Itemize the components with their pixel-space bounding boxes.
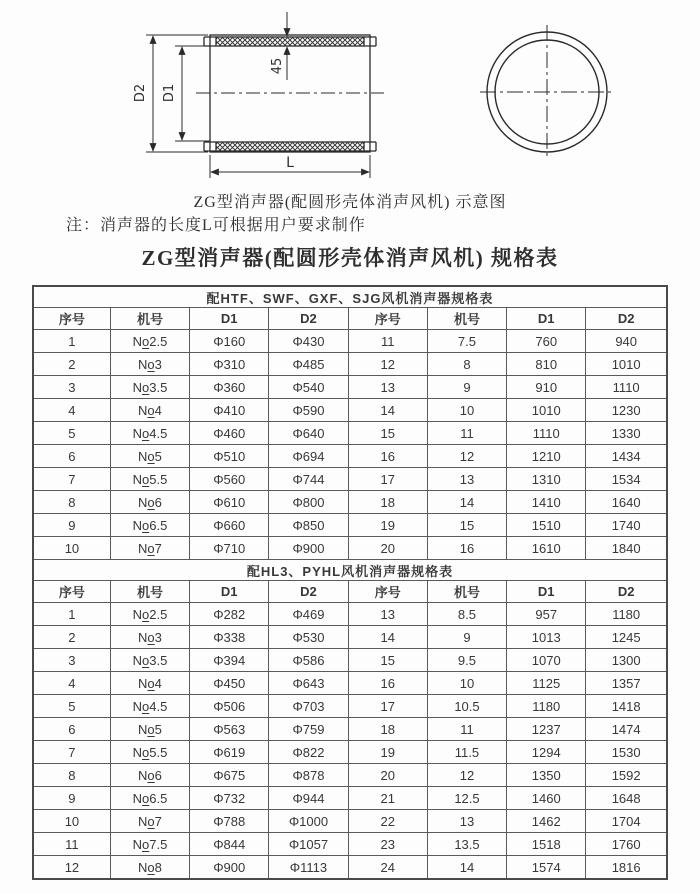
- spec-cell: 1010: [586, 353, 667, 376]
- table-row: [33, 422, 667, 445]
- no-underline: o: [147, 494, 155, 510]
- spec-cell: 10: [427, 672, 506, 695]
- no-underline: o: [142, 698, 150, 714]
- spec-cell: No7: [110, 810, 189, 833]
- spec-cell: 7: [33, 741, 110, 764]
- no-underline: o: [147, 540, 155, 556]
- spec-cell: 14: [427, 856, 506, 880]
- spec-cell: 1530: [586, 741, 667, 764]
- spec-cell: No6.5: [110, 514, 189, 537]
- spec-cell: No6: [110, 764, 189, 787]
- spec-cell: Φ944: [269, 787, 348, 810]
- spec-cell: Φ710: [190, 537, 269, 560]
- table-row: [33, 833, 667, 856]
- spec-cell: Φ360: [190, 376, 269, 399]
- spec-cell: 1518: [507, 833, 586, 856]
- spec-cell: 9: [427, 376, 506, 399]
- spec-cell: Φ282: [190, 603, 269, 626]
- spec-cell: 10: [33, 810, 110, 833]
- spec-cell: 6: [33, 445, 110, 468]
- no-underline: o: [142, 790, 150, 806]
- spec-cell: 1300: [586, 649, 667, 672]
- spec-cell: 16: [348, 672, 427, 695]
- spec-cell: 940: [586, 330, 667, 353]
- spec-table: [32, 285, 668, 880]
- no-underline: o: [147, 813, 155, 829]
- lining-top: [216, 37, 364, 46]
- spec-cell: Φ675: [190, 764, 269, 787]
- column-header: D1: [190, 581, 269, 603]
- length-label: L: [286, 155, 294, 171]
- spec-cell: 9.5: [427, 649, 506, 672]
- spec-cell: 22: [348, 810, 427, 833]
- spec-cell: 1640: [586, 491, 667, 514]
- spec-cell: 1410: [507, 491, 586, 514]
- column-header: 序号: [348, 308, 427, 330]
- spec-cell: 20: [348, 764, 427, 787]
- spec-cell: Φ759: [269, 718, 348, 741]
- no-underline: o: [147, 448, 155, 464]
- spec-cell: 12: [427, 445, 506, 468]
- spec-cell: 17: [348, 695, 427, 718]
- spec-cell: 5: [33, 695, 110, 718]
- spec-cell: 1237: [507, 718, 586, 741]
- column-header: 序号: [33, 308, 110, 330]
- spec-cell: Φ586: [269, 649, 348, 672]
- spec-cell: Φ560: [190, 468, 269, 491]
- spec-cell: 1330: [586, 422, 667, 445]
- table-row: [33, 514, 667, 537]
- spec-cell: 1125: [507, 672, 586, 695]
- spec-cell: Φ530: [269, 626, 348, 649]
- no-underline: o: [147, 356, 155, 372]
- spec-cell: No6: [110, 491, 189, 514]
- spec-cell: 10: [33, 537, 110, 560]
- table-row: [33, 353, 667, 376]
- spec-cell: 1013: [507, 626, 586, 649]
- spec-cell: 23: [348, 833, 427, 856]
- spec-cell: No7.5: [110, 833, 189, 856]
- spec-cell: 13.5: [427, 833, 506, 856]
- spec-cell: Φ732: [190, 787, 269, 810]
- spec-cell: Φ506: [190, 695, 269, 718]
- spec-cell: 24: [348, 856, 427, 880]
- spec-cell: No5.5: [110, 468, 189, 491]
- no-underline: o: [147, 859, 155, 875]
- spec-cell: Φ430: [269, 330, 348, 353]
- spec-cell: 16: [427, 537, 506, 560]
- spec-cell: 13: [427, 810, 506, 833]
- spec-cell: 1357: [586, 672, 667, 695]
- spec-cell: 8: [427, 353, 506, 376]
- no-underline: o: [147, 629, 155, 645]
- spec-cell: No4.5: [110, 422, 189, 445]
- spec-cell: 4: [33, 672, 110, 695]
- spec-cell: Φ485: [269, 353, 348, 376]
- spec-cell: 17: [348, 468, 427, 491]
- table-row: [33, 741, 667, 764]
- spec-cell: 21: [348, 787, 427, 810]
- spec-cell: 1294: [507, 741, 586, 764]
- spec-cell: 1180: [586, 603, 667, 626]
- spec-cell: Φ510: [190, 445, 269, 468]
- no-underline: o: [147, 767, 155, 783]
- d2-label: D2: [133, 83, 148, 103]
- column-header: 序号: [33, 581, 110, 603]
- spec-cell: 15: [348, 649, 427, 672]
- no-underline: o: [142, 606, 150, 622]
- spec-cell: Φ788: [190, 810, 269, 833]
- column-header: 机号: [427, 308, 506, 330]
- spec-cell: 11: [427, 718, 506, 741]
- no-underline: o: [142, 836, 150, 852]
- spec-cell: 3: [33, 376, 110, 399]
- spec-cell: 1: [33, 330, 110, 353]
- spec-cell: 1230: [586, 399, 667, 422]
- spec-cell: Φ694: [269, 445, 348, 468]
- spec-cell: 19: [348, 514, 427, 537]
- spec-cell: 8: [33, 491, 110, 514]
- muffler-diagram-svg: [0, 0, 700, 190]
- spec-cell: 1510: [507, 514, 586, 537]
- spec-cell: 11.5: [427, 741, 506, 764]
- table-row: [33, 718, 667, 741]
- spec-cell: 1740: [586, 514, 667, 537]
- spec-cell: 8: [33, 764, 110, 787]
- spec-cell: No4: [110, 399, 189, 422]
- spec-cell: 14: [348, 626, 427, 649]
- spec-cell: 1418: [586, 695, 667, 718]
- spec-cell: Φ822: [269, 741, 348, 764]
- spec-cell: 910: [507, 376, 586, 399]
- spec-cell: No5.5: [110, 741, 189, 764]
- spec-cell: 1534: [586, 468, 667, 491]
- no-underline: o: [142, 471, 150, 487]
- table-row: [33, 856, 667, 880]
- spec-cell: Φ469: [269, 603, 348, 626]
- spec-cell: Φ450: [190, 672, 269, 695]
- table-row: [33, 330, 667, 353]
- table-subtitle-row: [33, 286, 667, 308]
- spec-cell: 11: [33, 833, 110, 856]
- spec-cell: 1110: [586, 376, 667, 399]
- diagram-caption: ZG型消声器(配圆形壳体消声风机) 示意图: [193, 194, 507, 211]
- spec-cell: Φ1000: [269, 810, 348, 833]
- no-underline: o: [147, 675, 155, 691]
- spec-cell: Φ394: [190, 649, 269, 672]
- spec-cell: 1610: [507, 537, 586, 560]
- lining-thickness-label: 45: [270, 57, 285, 75]
- table-subtitle: 配HL3、PYHL风机消声器规格表: [33, 560, 667, 581]
- spec-cell: 1310: [507, 468, 586, 491]
- spec-cell: 1070: [507, 649, 586, 672]
- column-header: 机号: [427, 581, 506, 603]
- d1-label: D1: [162, 83, 177, 103]
- spec-cell: Φ590: [269, 399, 348, 422]
- spec-cell: 20: [348, 537, 427, 560]
- spec-cell: Φ800: [269, 491, 348, 514]
- spec-cell: Φ563: [190, 718, 269, 741]
- spec-cell: 1840: [586, 537, 667, 560]
- spec-cell: 12: [427, 764, 506, 787]
- spec-cell: 13: [427, 468, 506, 491]
- spec-cell: No2.5: [110, 330, 189, 353]
- table-row: [33, 764, 667, 787]
- spec-cell: 9: [33, 514, 110, 537]
- spec-cell: No3.5: [110, 376, 189, 399]
- spec-cell: No4: [110, 672, 189, 695]
- spec-cell: 9: [33, 787, 110, 810]
- spec-cell: 1434: [586, 445, 667, 468]
- spec-cell: Φ619: [190, 741, 269, 764]
- spec-cell: Φ660: [190, 514, 269, 537]
- table-row: [33, 445, 667, 468]
- spec-cell: 10.5: [427, 695, 506, 718]
- spec-cell: 1110: [507, 422, 586, 445]
- column-header: 序号: [348, 581, 427, 603]
- spec-cell: 1180: [507, 695, 586, 718]
- table-row: [33, 787, 667, 810]
- table-row: [33, 399, 667, 422]
- spec-cell: 7.5: [427, 330, 506, 353]
- spec-cell: 1592: [586, 764, 667, 787]
- spec-cell: 18: [348, 491, 427, 514]
- column-header: 机号: [110, 308, 189, 330]
- spec-cell: No2.5: [110, 603, 189, 626]
- table-row: [33, 537, 667, 560]
- table-row: [33, 491, 667, 514]
- no-underline: o: [142, 379, 150, 395]
- column-header: D2: [269, 308, 348, 330]
- spec-cell: 1462: [507, 810, 586, 833]
- spec-cell: 8.5: [427, 603, 506, 626]
- spec-cell: 19: [348, 741, 427, 764]
- spec-cell: 6: [33, 718, 110, 741]
- table-row: [33, 672, 667, 695]
- spec-cell: 1460: [507, 787, 586, 810]
- muffler-diagram: [0, 0, 700, 190]
- column-header: D2: [269, 581, 348, 603]
- spec-cell: 760: [507, 330, 586, 353]
- spec-cell: 1210: [507, 445, 586, 468]
- page-title: ZG型消声器(配圆形壳体消声风机) 规格表: [141, 246, 559, 270]
- spec-cell: 810: [507, 353, 586, 376]
- spec-cell: 1574: [507, 856, 586, 880]
- spec-cell: 1760: [586, 833, 667, 856]
- spec-cell: 1010: [507, 399, 586, 422]
- spec-cell: No8: [110, 856, 189, 880]
- lining-bottom: [216, 142, 364, 151]
- spec-cell: 13: [348, 603, 427, 626]
- spec-cell: 9: [427, 626, 506, 649]
- spec-cell: 12: [348, 353, 427, 376]
- spec-cell: Φ540: [269, 376, 348, 399]
- front-view: [480, 25, 614, 159]
- spec-cell: No7: [110, 537, 189, 560]
- spec-cell: 1474: [586, 718, 667, 741]
- spec-cell: 2: [33, 626, 110, 649]
- no-underline: o: [142, 517, 150, 533]
- table-row: [33, 376, 667, 399]
- spec-cell: 957: [507, 603, 586, 626]
- spec-cell: 10: [427, 399, 506, 422]
- spec-cell: 7: [33, 468, 110, 491]
- column-header: D2: [586, 308, 667, 330]
- spec-cell: 1350: [507, 764, 586, 787]
- spec-cell: 3: [33, 649, 110, 672]
- table-row: [33, 468, 667, 491]
- spec-cell: No6.5: [110, 787, 189, 810]
- spec-cell: No3: [110, 626, 189, 649]
- spec-cell: Φ900: [190, 856, 269, 880]
- spec-cell: 1816: [586, 856, 667, 880]
- spec-cell: 5: [33, 422, 110, 445]
- table-header-row: [33, 308, 667, 330]
- column-header: D2: [586, 581, 667, 603]
- column-header: 机号: [110, 581, 189, 603]
- spec-cell: 12: [33, 856, 110, 880]
- spec-cell: No5: [110, 445, 189, 468]
- spec-cell: 15: [427, 514, 506, 537]
- no-underline: o: [142, 652, 150, 668]
- spec-cell: No3.5: [110, 649, 189, 672]
- no-underline: o: [142, 333, 150, 349]
- spec-cell: Φ1113: [269, 856, 348, 880]
- spec-cell: Φ744: [269, 468, 348, 491]
- spec-cell: 1: [33, 603, 110, 626]
- spec-cell: 13: [348, 376, 427, 399]
- spec-cell: 11: [427, 422, 506, 445]
- spec-cell: No5: [110, 718, 189, 741]
- column-header: D1: [507, 581, 586, 603]
- table-row: [33, 649, 667, 672]
- table-row: [33, 695, 667, 718]
- spec-cell: Φ1057: [269, 833, 348, 856]
- spec-cell: 14: [348, 399, 427, 422]
- spec-cell: 14: [427, 491, 506, 514]
- spec-cell: 1704: [586, 810, 667, 833]
- spec-cell: 4: [33, 399, 110, 422]
- spec-cell: Φ610: [190, 491, 269, 514]
- spec-cell: 2: [33, 353, 110, 376]
- spec-cell: Φ160: [190, 330, 269, 353]
- spec-cell: 12.5: [427, 787, 506, 810]
- no-underline: o: [142, 744, 150, 760]
- spec-cell: Φ850: [269, 514, 348, 537]
- spec-cell: No4.5: [110, 695, 189, 718]
- spec-cell: Φ410: [190, 399, 269, 422]
- spec-cell: 1648: [586, 787, 667, 810]
- spec-cell: Φ640: [269, 422, 348, 445]
- no-underline: o: [147, 721, 155, 737]
- spec-cell: Φ703: [269, 695, 348, 718]
- front-centerlines: [480, 25, 614, 159]
- table-header-row: [33, 581, 667, 603]
- spec-cell: 1245: [586, 626, 667, 649]
- spec-cell: 11: [348, 330, 427, 353]
- spec-cell: Φ460: [190, 422, 269, 445]
- table-row: [33, 603, 667, 626]
- spec-cell: Φ878: [269, 764, 348, 787]
- spec-cell: Φ338: [190, 626, 269, 649]
- spec-cell: Φ643: [269, 672, 348, 695]
- column-header: D1: [507, 308, 586, 330]
- no-underline: o: [147, 402, 155, 418]
- side-view: [196, 35, 384, 152]
- table-subtitle: 配HTF、SWF、GXF、SJG风机消声器规格表: [33, 286, 667, 308]
- spec-cell: Φ310: [190, 353, 269, 376]
- table-row: [33, 626, 667, 649]
- table-subtitle-row: [33, 560, 667, 581]
- column-header: D1: [190, 308, 269, 330]
- spec-cell: 18: [348, 718, 427, 741]
- no-underline: o: [142, 425, 150, 441]
- spec-cell: Φ844: [190, 833, 269, 856]
- table-row: [33, 810, 667, 833]
- spec-cell: 15: [348, 422, 427, 445]
- spec-cell: 16: [348, 445, 427, 468]
- spec-cell: No3: [110, 353, 189, 376]
- spec-cell: Φ900: [269, 537, 348, 560]
- diagram-note: 注：消声器的长度L可根据用户要求制作: [66, 217, 366, 234]
